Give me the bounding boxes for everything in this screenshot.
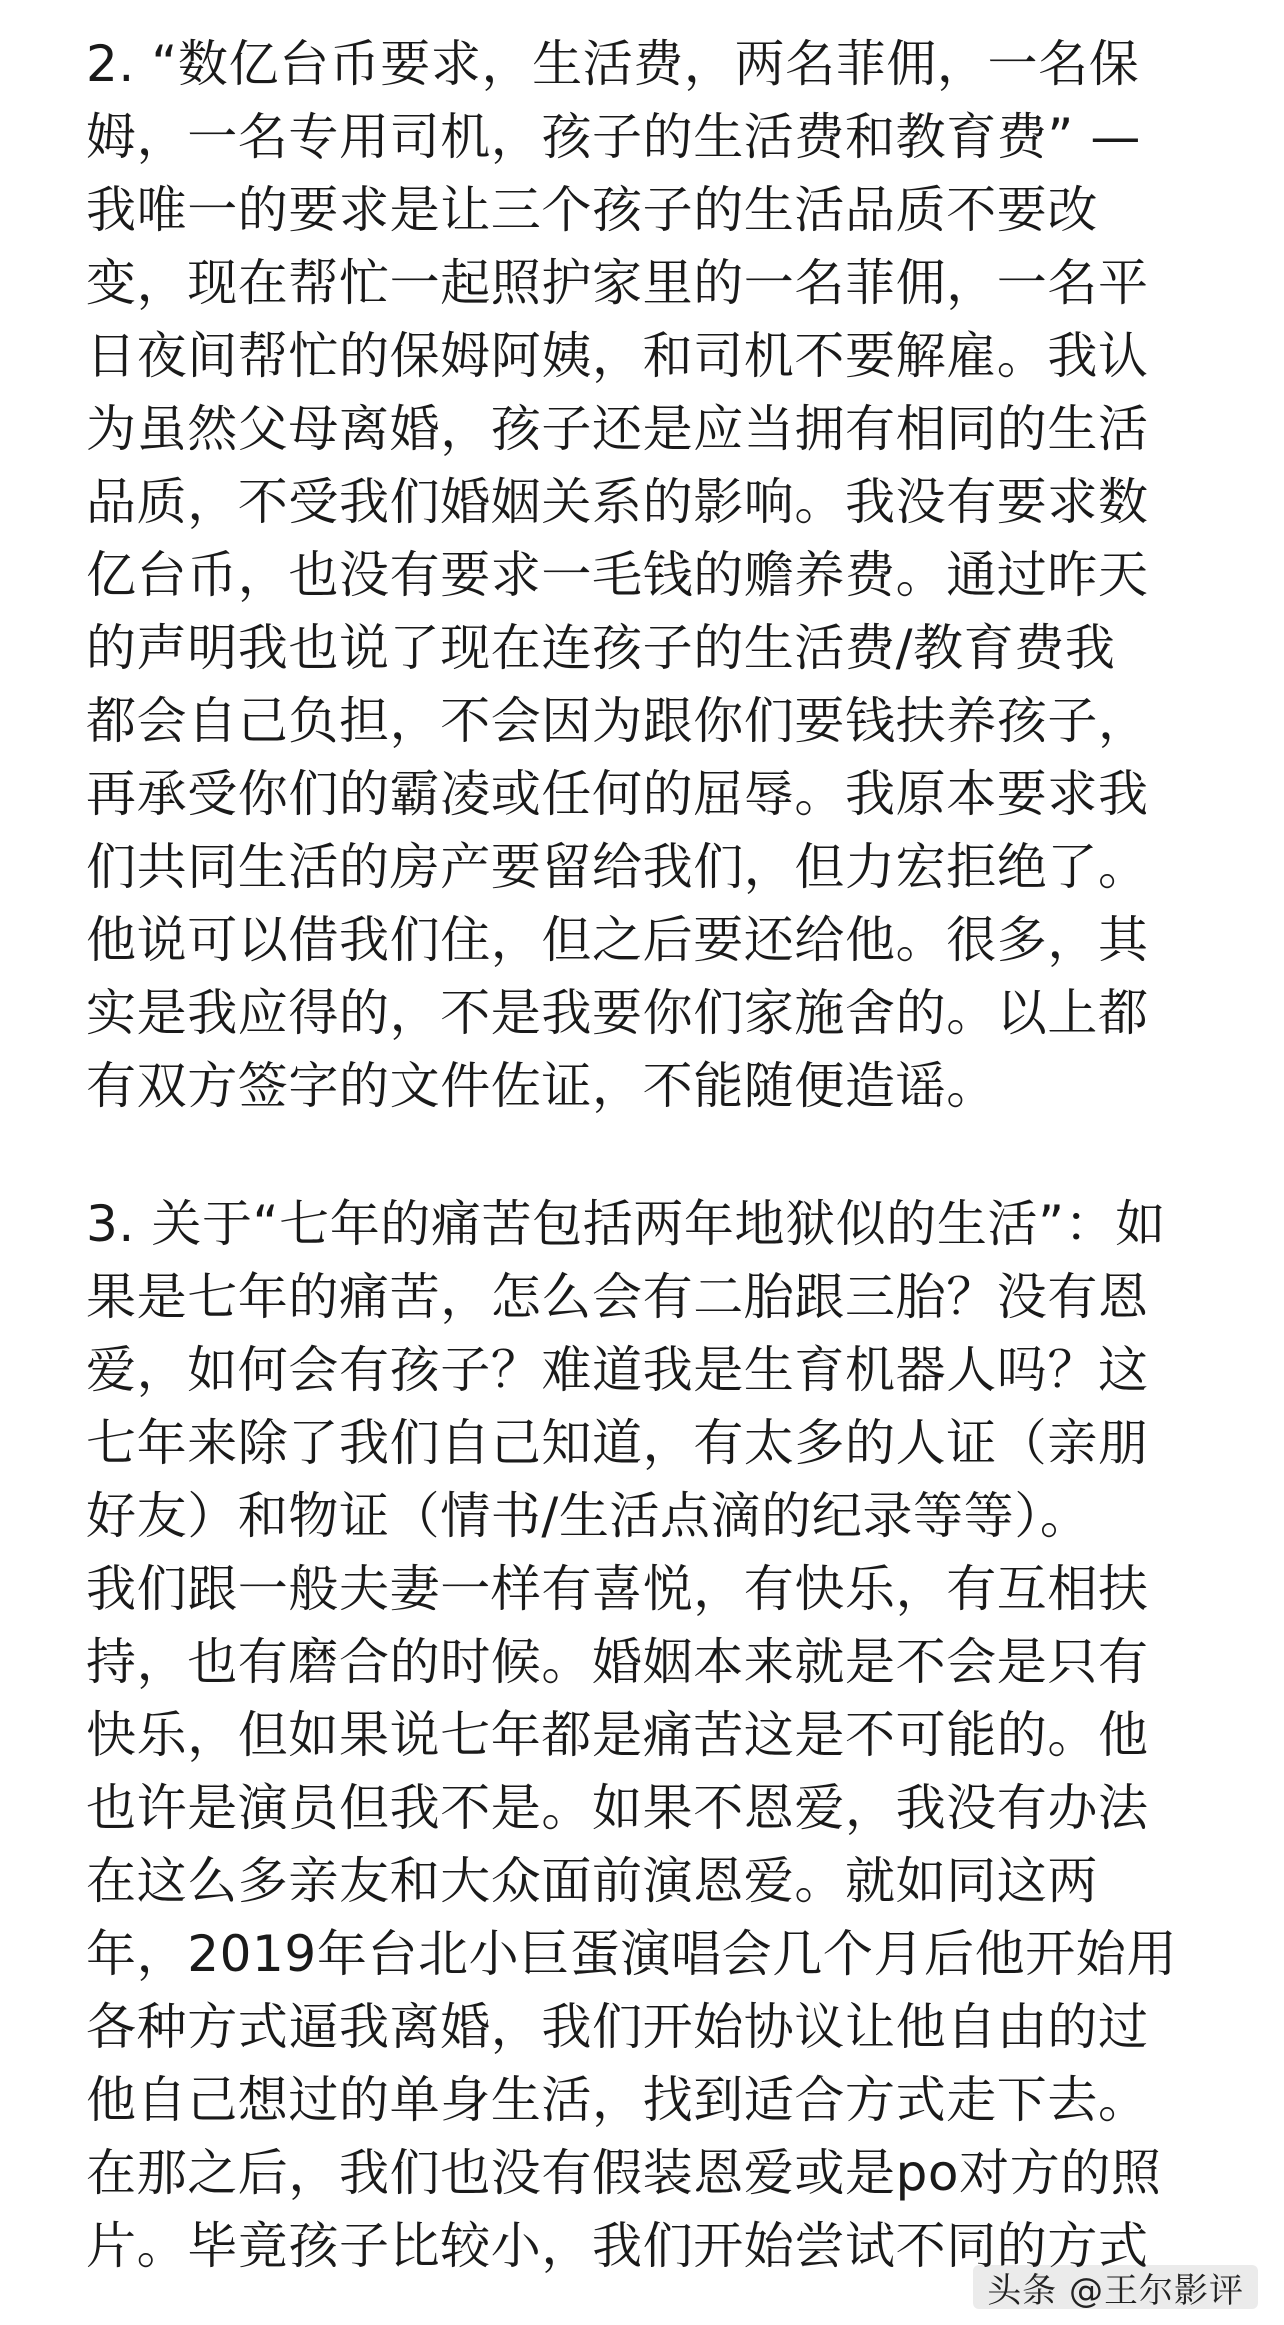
paragraph-3-line: 3. 关于“七年的痛苦包括两年地狱似的生活”：如: [86, 1195, 1166, 1253]
paragraph-3-line: 在那之后，我们也没有假装恩爱或是po对方的照: [86, 2144, 1162, 2202]
paragraph-3-line: 年，2019年台北小巨蛋演唱会几个月后他开始用: [86, 1925, 1178, 1983]
watermark-text: 头条 @王尔影评: [987, 2270, 1244, 2311]
paragraph-3-line: 爱，如何会有孩子？难道我是生育机器人吗？这: [86, 1341, 1149, 1399]
paragraph-2-line: 他说可以借我们住，但之后要还给他。很多，其: [86, 911, 1149, 969]
paragraph-3: [86, 1188, 1216, 2283]
paragraph-3-line: 也许是演员但我不是。如果不恩爱，我没有办法: [86, 1779, 1149, 1837]
paragraph-2-line: 我唯一的要求是让三个孩子的生活品质不要改: [86, 181, 1098, 239]
paragraph-3-line: 我们跟一般夫妻一样有喜悦，有快乐，有互相扶: [86, 1560, 1149, 1618]
paragraph-2-line: 亿台币，也没有要求一毛钱的赡养费。通过昨天: [86, 546, 1149, 604]
paragraph-2-line: 再承受你们的霸凌或任何的屈辱。我原本要求我: [86, 765, 1149, 823]
paragraph-2-line: 品质，不受我们婚姻关系的影响。我没有要求数: [86, 473, 1149, 531]
watermark: [973, 2265, 1258, 2309]
paragraph-3-line: 片。毕竟孩子比较小，我们开始尝试不同的方式: [86, 2217, 1149, 2275]
paragraph-3-line: 在这么多亲友和大众面前演恩爱。就如同这两: [86, 1852, 1098, 1910]
paragraph-2-line: 有双方签字的文件佐证，不能随便造谣。: [86, 1057, 997, 1115]
paragraph-3-line: 他自己想过的单身生活，找到适合方式走下去。: [86, 2071, 1149, 2129]
paragraph-2-line: 2. “数亿台币要求，生活费，两名菲佣，一名保: [86, 35, 1140, 93]
paragraph-2-line: 都会自己负担，不会因为跟你们要钱扶养孩子，: [86, 692, 1149, 750]
paragraph-2: [86, 28, 1216, 1123]
paragraph-2-line: 为虽然父母离婚，孩子还是应当拥有相同的生活: [86, 400, 1149, 458]
paragraph-3-line: 果是七年的痛苦，怎么会有二胎跟三胎？没有恩: [86, 1268, 1149, 1326]
paragraph-2-line: 变，现在帮忙一起照护家里的一名菲佣，一名平: [86, 254, 1149, 312]
paragraph-2-line: 的声明我也说了现在连孩子的生活费/教育费我: [86, 619, 1116, 677]
paragraph-3-line: 好友）和物证（情书/生活点滴的纪录等等）。: [86, 1487, 1091, 1545]
paragraph-2-line: 姆，一名专用司机，孩子的生活费和教育费” —: [86, 108, 1141, 166]
paragraph-3-line: 快乐，但如果说七年都是痛苦这是不可能的。他: [86, 1706, 1149, 1764]
paragraph-3-line: 各种方式逼我离婚，我们开始协议让他自由的过: [86, 1998, 1149, 2056]
paragraph-3-line: 七年来除了我们自己知道，有太多的人证（亲朋: [86, 1414, 1149, 1472]
paragraph-3-line: 持，也有磨合的时候。婚姻本来就是不会是只有: [86, 1633, 1149, 1691]
paragraph-2-line: 们共同生活的房产要留给我们，但力宏拒绝了。: [86, 838, 1149, 896]
paragraph-2-line: 实是我应得的，不是我要你们家施舍的。以上都: [86, 984, 1149, 1042]
paragraph-2-line: 日夜间帮忙的保姆阿姨，和司机不要解雇。我认: [86, 327, 1149, 385]
